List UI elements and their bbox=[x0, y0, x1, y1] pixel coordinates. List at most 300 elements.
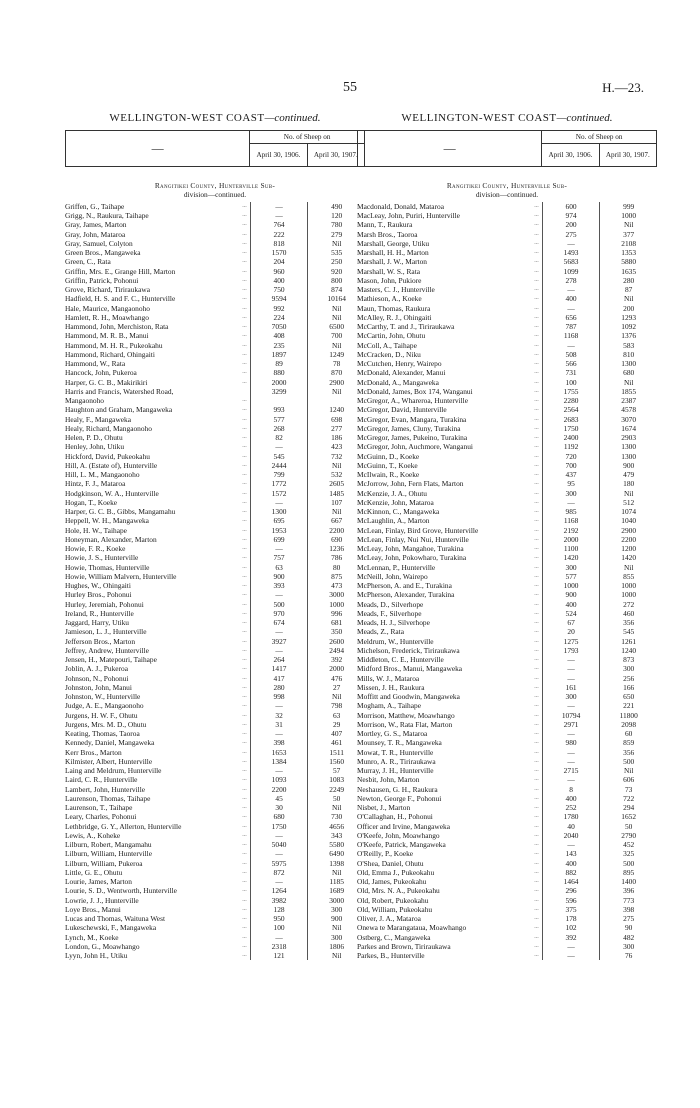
sheep-1906: — bbox=[250, 729, 308, 738]
owner-name: O'Keefe, Patrick, Mangaweka bbox=[357, 840, 446, 850]
leader-dots: ... bbox=[534, 480, 539, 487]
sheep-1906: 5683 bbox=[542, 257, 600, 266]
owner-name: Old, James, Pukeokahu bbox=[357, 877, 427, 887]
table-row bbox=[65, 627, 365, 636]
owner-name: Haughton and Graham, Mangaweka bbox=[65, 405, 173, 415]
table-row bbox=[65, 572, 365, 581]
table-row bbox=[357, 859, 657, 868]
sheep-1906: 596 bbox=[542, 896, 600, 905]
sheep-1906: — bbox=[542, 729, 600, 738]
table-row bbox=[65, 609, 365, 618]
owner-name: McCartin, John, Ohutu bbox=[357, 331, 426, 341]
owner-name: Jefferson Bros., Marton bbox=[65, 636, 136, 646]
table-row bbox=[65, 470, 365, 479]
table-row bbox=[65, 886, 365, 895]
owner-name: Howie, Thomas, Hunterville bbox=[65, 562, 150, 572]
document-reference: H.—23. bbox=[602, 80, 644, 95]
leader-dots: ... bbox=[534, 406, 539, 413]
sheep-1907: 294 bbox=[599, 803, 657, 812]
leader-dots: ... bbox=[242, 952, 247, 959]
table-row bbox=[65, 794, 365, 803]
sheep-1907: 11800 bbox=[599, 711, 657, 720]
sheep-1907: 57 bbox=[307, 766, 365, 775]
owner-name: Murray, J. H., Hunterville bbox=[357, 766, 434, 776]
leader-dots: ... bbox=[242, 600, 247, 607]
sheep-1906: 2280 bbox=[542, 396, 600, 405]
sheep-1906: 30 bbox=[250, 803, 308, 812]
sheep-1907: 80 bbox=[307, 563, 365, 572]
sheep-1906: 880 bbox=[250, 368, 308, 377]
owner-name: McDonald, Alexander, Manui bbox=[357, 368, 446, 378]
sheep-1907: 512 bbox=[599, 498, 657, 507]
table-row bbox=[357, 331, 657, 340]
leader-dots: ... bbox=[242, 776, 247, 783]
table-row bbox=[357, 368, 657, 377]
table-row bbox=[65, 489, 365, 498]
table-row bbox=[357, 396, 657, 405]
owner-name: Heppell, W. H., Mangaweka bbox=[65, 516, 149, 526]
table-row bbox=[357, 516, 657, 525]
sheep-1906: — bbox=[542, 341, 600, 350]
sheep-1907: 667 bbox=[307, 516, 365, 525]
owner-name: London, G., Moawhango bbox=[65, 941, 140, 951]
sheep-1907: 461 bbox=[307, 738, 365, 747]
owner-name: McLeay, John, Pokowharo, Turakina bbox=[357, 553, 467, 563]
leader-dots: ... bbox=[242, 850, 247, 857]
owner-name: Maun, Thomas, Raukura bbox=[357, 303, 431, 313]
table-row bbox=[357, 378, 657, 387]
sheep-1907: 873 bbox=[599, 655, 657, 664]
sheep-1906: 1384 bbox=[250, 757, 308, 766]
sheep-1906: 296 bbox=[542, 886, 600, 895]
leader-dots: ... bbox=[534, 434, 539, 441]
leader-dots: ... bbox=[242, 933, 247, 940]
table-row bbox=[65, 285, 365, 294]
sheep-1907: 535 bbox=[307, 248, 365, 257]
leader-dots: ... bbox=[242, 434, 247, 441]
owner-name: Gray, Samuel, Colyton bbox=[65, 238, 133, 248]
sheep-1907: 1652 bbox=[599, 812, 657, 821]
sheep-1907: 1236 bbox=[307, 544, 365, 553]
sheep-1907: 473 bbox=[307, 581, 365, 590]
leader-dots: ... bbox=[242, 369, 247, 376]
sheep-1907: 1240 bbox=[599, 646, 657, 655]
table-row bbox=[357, 563, 657, 572]
sheep-1907: 545 bbox=[599, 627, 657, 636]
leader-dots: ... bbox=[534, 582, 539, 589]
sheep-1906: 1772 bbox=[250, 479, 308, 488]
leader-dots: ... bbox=[242, 637, 247, 644]
leader-dots: ... bbox=[534, 304, 539, 311]
leader-dots: ... bbox=[534, 600, 539, 607]
table-row bbox=[65, 322, 365, 331]
sheep-1906: 1897 bbox=[250, 350, 308, 359]
owner-name: Laurenson, T., Taihape bbox=[65, 803, 133, 813]
table-row bbox=[357, 285, 657, 294]
sheep-1907: 3000 bbox=[307, 590, 365, 599]
table-row bbox=[357, 766, 657, 775]
sheep-1906: 400 bbox=[542, 859, 600, 868]
table-row bbox=[357, 886, 657, 895]
sheep-1907: 996 bbox=[307, 609, 365, 618]
sheep-1906: 872 bbox=[250, 868, 308, 877]
name-header: — bbox=[66, 131, 250, 167]
owner-name: Mangaonoho bbox=[65, 396, 104, 406]
sheep-1907: 1674 bbox=[599, 424, 657, 433]
table-row bbox=[357, 294, 657, 303]
owner-name: Parkes, B., Hunterville bbox=[357, 951, 425, 961]
table-row bbox=[357, 424, 657, 433]
sheep-1907: 1353 bbox=[599, 248, 657, 257]
sheep-1907: 900 bbox=[599, 461, 657, 470]
table-row bbox=[357, 683, 657, 692]
table-row bbox=[357, 729, 657, 738]
table-row bbox=[65, 359, 365, 368]
leader-dots: ... bbox=[534, 378, 539, 385]
table-row bbox=[357, 304, 657, 313]
leader-dots: ... bbox=[534, 258, 539, 265]
table-row bbox=[357, 405, 657, 414]
table-row bbox=[357, 489, 657, 498]
sheep-1906: 7050 bbox=[250, 322, 308, 331]
table-row bbox=[357, 757, 657, 766]
sheep-1906: 200 bbox=[542, 220, 600, 229]
table-row bbox=[65, 905, 365, 914]
sheep-1906: 695 bbox=[250, 516, 308, 525]
owner-name: Kennedy, Daniel, Mangaweka bbox=[65, 738, 155, 748]
sheep-1907: 4656 bbox=[307, 822, 365, 831]
table-row bbox=[357, 822, 657, 831]
table-row bbox=[357, 627, 657, 636]
leader-dots: ... bbox=[242, 572, 247, 579]
leader-dots: ... bbox=[534, 563, 539, 570]
table-row bbox=[357, 877, 657, 886]
leader-dots: ... bbox=[242, 424, 247, 431]
sheep-1907: 479 bbox=[599, 470, 657, 479]
sheep-1906: 89 bbox=[250, 359, 308, 368]
sheep-1906: 731 bbox=[542, 368, 600, 377]
sheep-1906: 1755 bbox=[542, 387, 600, 396]
leader-dots: ... bbox=[534, 572, 539, 579]
sheep-1906: — bbox=[542, 942, 600, 951]
leader-dots: ... bbox=[534, 471, 539, 478]
sheep-1906: 750 bbox=[250, 285, 308, 294]
owner-name: McGregor, A., Whareroa, Hunterville bbox=[357, 396, 469, 406]
sheep-1907: 1000 bbox=[599, 590, 657, 599]
table-row bbox=[65, 396, 365, 405]
owner-name: McGregor, Evan, Mangara, Turakina bbox=[357, 414, 467, 424]
leader-dots: ... bbox=[534, 221, 539, 228]
sheep-1907: 2000 bbox=[307, 664, 365, 673]
sheep-1907: 1689 bbox=[307, 886, 365, 895]
owner-name: Hammond, M. H. R., Pukeokahu bbox=[65, 340, 163, 350]
sheep-1907: 2790 bbox=[599, 831, 657, 840]
leader-dots: ... bbox=[534, 202, 539, 209]
sheep-1906: 2000 bbox=[250, 378, 308, 387]
sheep-1906: 100 bbox=[250, 923, 308, 932]
sheep-1906: 268 bbox=[250, 424, 308, 433]
table-row bbox=[65, 350, 365, 359]
sheep-1906: 300 bbox=[542, 692, 600, 701]
sheep-1907: 2600 bbox=[307, 637, 365, 646]
owner-name: Lourie, James, Marton bbox=[65, 877, 132, 887]
sheep-1906: 674 bbox=[250, 618, 308, 627]
table-row bbox=[65, 405, 365, 414]
leader-dots: ... bbox=[242, 924, 247, 931]
leader-dots: ... bbox=[534, 461, 539, 468]
sheep-1906: 1493 bbox=[542, 248, 600, 257]
owner-name: McAlley, R. J., Ohingaiti bbox=[357, 312, 432, 322]
table-row bbox=[65, 276, 365, 285]
left-column bbox=[65, 110, 365, 960]
sheep-1907: 895 bbox=[599, 868, 657, 877]
owner-name: Old, Robert, Pukeokahu bbox=[357, 895, 429, 905]
owner-name: Hogan, T., Koeke bbox=[65, 497, 118, 507]
table-row bbox=[357, 553, 657, 562]
leader-dots: ... bbox=[534, 369, 539, 376]
owner-name: Hamlett, R. H., Moawhango bbox=[65, 312, 149, 322]
owner-name: Meads, Z., Rata bbox=[357, 627, 404, 637]
column-title bbox=[65, 110, 365, 126]
owner-name: Johnston, W., Hunterville bbox=[65, 692, 141, 702]
table-row bbox=[357, 609, 657, 618]
sheep-1907: 73 bbox=[599, 785, 657, 794]
owner-name: McColl, A., Taihape bbox=[357, 340, 417, 350]
table-row bbox=[65, 803, 365, 812]
table-row bbox=[65, 433, 365, 442]
table-row bbox=[65, 368, 365, 377]
sheep-1906: 82 bbox=[250, 433, 308, 442]
leader-dots: ... bbox=[534, 887, 539, 894]
leader-dots: ... bbox=[242, 202, 247, 209]
owner-name: Howie, F. R., Koeke bbox=[65, 544, 126, 554]
sheep-1907: 407 bbox=[307, 729, 365, 738]
sheep-1907: Nil bbox=[599, 294, 657, 303]
owner-name: McNeill, John, Wairepo bbox=[357, 571, 428, 581]
sheep-1907: 583 bbox=[599, 341, 657, 350]
owner-name: Keating, Thomas, Taoroa bbox=[65, 729, 140, 739]
table-row bbox=[357, 220, 657, 229]
sheep-1907: 300 bbox=[599, 664, 657, 673]
sheep-1907: 6490 bbox=[307, 849, 365, 858]
table-row bbox=[65, 313, 365, 322]
table-row bbox=[65, 849, 365, 858]
table-row bbox=[357, 507, 657, 516]
table-row bbox=[65, 868, 365, 877]
table-row bbox=[357, 923, 657, 932]
sheep-1906: 2192 bbox=[542, 526, 600, 535]
owner-name: Ostberg, C., Mangaweka bbox=[357, 932, 431, 942]
owner-name: Laurenson, Thomas, Taihape bbox=[65, 793, 151, 803]
leader-dots: ... bbox=[242, 785, 247, 792]
leader-dots: ... bbox=[534, 628, 539, 635]
sheep-1907: 2605 bbox=[307, 479, 365, 488]
leader-dots: ... bbox=[242, 942, 247, 949]
owner-name: Morrison, Matthew, Moawhango bbox=[357, 710, 455, 720]
leader-dots: ... bbox=[534, 785, 539, 792]
sheep-1907: 200 bbox=[599, 304, 657, 313]
table-row bbox=[357, 738, 657, 747]
owner-name: McPherson, A. and E., Turakina bbox=[357, 581, 452, 591]
table-row bbox=[65, 516, 365, 525]
leader-dots: ... bbox=[242, 683, 247, 690]
leader-dots: ... bbox=[534, 693, 539, 700]
table-row bbox=[65, 257, 365, 266]
sheep-1907: 855 bbox=[599, 572, 657, 581]
sheep-1907: Nil bbox=[307, 461, 365, 470]
region-title: WELLINGTON-WEST COAST bbox=[109, 112, 265, 124]
owner-name: Lynch, M., Koeke bbox=[65, 932, 119, 942]
sheep-1906: 40 bbox=[542, 822, 600, 831]
owner-name: Nisbet, J., Marton bbox=[357, 803, 411, 813]
sheep-1907: Nil bbox=[307, 951, 365, 960]
sheep-1906: 3299 bbox=[250, 387, 308, 396]
sheep-1906: 2564 bbox=[542, 405, 600, 414]
table-row bbox=[357, 313, 657, 322]
sheep-1906: 417 bbox=[250, 674, 308, 683]
sheep-1907: 325 bbox=[599, 849, 657, 858]
table-row bbox=[357, 590, 657, 599]
sheep-1906: 100 bbox=[542, 378, 600, 387]
leader-dots: ... bbox=[534, 267, 539, 274]
sheep-1907: 452 bbox=[599, 840, 657, 849]
sheep-1906: 2444 bbox=[250, 461, 308, 470]
table-row bbox=[65, 442, 365, 451]
leader-dots: ... bbox=[242, 286, 247, 293]
leader-dots: ... bbox=[242, 619, 247, 626]
sheep-1906: — bbox=[250, 544, 308, 553]
sheep-1906: — bbox=[250, 211, 308, 220]
sheep-1906: 32 bbox=[250, 711, 308, 720]
sheep-1907: 532 bbox=[307, 470, 365, 479]
table-row bbox=[65, 840, 365, 849]
owner-name: Kerr Bros., Marton bbox=[65, 747, 122, 757]
owner-name: Parkes and Brown, Tiriraukawa bbox=[357, 941, 451, 951]
leader-dots: ... bbox=[242, 545, 247, 552]
sheep-1907: 900 bbox=[307, 914, 365, 923]
owner-name: Joblin, A. J., Pukeroa bbox=[65, 664, 129, 674]
table-row bbox=[65, 822, 365, 831]
leader-dots: ... bbox=[534, 545, 539, 552]
sheep-1907: 700 bbox=[307, 331, 365, 340]
sheep-1906: 102 bbox=[542, 923, 600, 932]
owner-name: Healy, F., Mangaweka bbox=[65, 414, 132, 424]
owner-name: Harper, G. C. B., Gibbs, Mangamahu bbox=[65, 507, 176, 517]
sheep-1907: 773 bbox=[599, 896, 657, 905]
owner-name: Lewis, A., Koheke bbox=[65, 830, 121, 840]
sheep-1906: 275 bbox=[542, 230, 600, 239]
owner-name: McGregor, David, Hunterville bbox=[357, 405, 447, 415]
sheep-1906: 992 bbox=[250, 304, 308, 313]
leader-dots: ... bbox=[534, 249, 539, 256]
sheep-1906: 2683 bbox=[542, 415, 600, 424]
leader-dots: ... bbox=[534, 535, 539, 542]
sheep-1907: 870 bbox=[307, 368, 365, 377]
table-row bbox=[65, 729, 365, 738]
sheep-1906: 204 bbox=[250, 257, 308, 266]
leader-dots: ... bbox=[242, 350, 247, 357]
table-row bbox=[357, 202, 657, 211]
leader-dots: ... bbox=[242, 341, 247, 348]
owner-name: Lucas and Thomas, Waituna West bbox=[65, 914, 165, 924]
leader-dots: ... bbox=[242, 230, 247, 237]
sheep-1906: 700 bbox=[542, 461, 600, 470]
table-header bbox=[357, 130, 657, 167]
sheep-1907: 2249 bbox=[307, 785, 365, 794]
table-row bbox=[65, 378, 365, 387]
leader-dots: ... bbox=[242, 887, 247, 894]
sheep-1907: 50 bbox=[599, 822, 657, 831]
leader-dots: ... bbox=[242, 804, 247, 811]
owner-name: Hole, H. W., Taihape bbox=[65, 525, 127, 535]
leader-dots: ... bbox=[534, 942, 539, 949]
sheep-1906: 1168 bbox=[542, 516, 600, 525]
owner-name: Green, C., Rata bbox=[65, 257, 111, 267]
sheep-1906: 398 bbox=[250, 738, 308, 747]
sheep-1907: 1040 bbox=[599, 516, 657, 525]
sheep-1907: 1300 bbox=[599, 442, 657, 451]
sheep-1907: 5580 bbox=[307, 840, 365, 849]
leader-dots: ... bbox=[242, 498, 247, 505]
leader-dots: ... bbox=[242, 841, 247, 848]
table-row bbox=[65, 563, 365, 572]
sheep-1906: 577 bbox=[250, 415, 308, 424]
sheep-1907: 4578 bbox=[599, 405, 657, 414]
table-row bbox=[357, 526, 657, 535]
table-row bbox=[65, 600, 365, 609]
owner-name: McKenzie, J. A., Ohutu bbox=[357, 488, 427, 498]
owner-name: Nesbit, John, Marton bbox=[357, 775, 420, 785]
page-header bbox=[0, 80, 700, 100]
sheep-1906: — bbox=[542, 951, 600, 960]
sheep-1906: 1953 bbox=[250, 526, 308, 535]
table-row bbox=[65, 211, 365, 220]
leader-dots: ... bbox=[242, 748, 247, 755]
leader-dots: ... bbox=[534, 230, 539, 237]
owner-name: Marshall, H. H., Marton bbox=[357, 248, 429, 258]
leader-dots: ... bbox=[242, 489, 247, 496]
owner-name: Hodgkinson, W. A., Hunterville bbox=[65, 488, 159, 498]
sheep-1907: 300 bbox=[599, 942, 657, 951]
leader-dots: ... bbox=[534, 313, 539, 320]
leader-dots: ... bbox=[534, 952, 539, 959]
sheep-1906: 1099 bbox=[542, 267, 600, 276]
sheep-1906: 508 bbox=[542, 350, 600, 359]
table-row bbox=[357, 433, 657, 442]
table-row bbox=[65, 923, 365, 932]
sheep-1907: 2108 bbox=[599, 239, 657, 248]
leader-dots: ... bbox=[242, 332, 247, 339]
sheep-1906: 128 bbox=[250, 905, 308, 914]
table-row bbox=[65, 683, 365, 692]
sheep-1906: 699 bbox=[250, 535, 308, 544]
owner-name: McCracken, D., Niku bbox=[357, 349, 421, 359]
name-header: — bbox=[358, 131, 542, 167]
owner-name: Hadfield, H. S. and F. C., Hunterville bbox=[65, 294, 176, 304]
owner-name: Mortley, G. S., Mataroa bbox=[357, 729, 428, 739]
sheep-1907: 275 bbox=[599, 914, 657, 923]
table-row bbox=[65, 701, 365, 710]
leader-dots: ... bbox=[242, 859, 247, 866]
table-row bbox=[357, 803, 657, 812]
sheep-1907: 76 bbox=[599, 951, 657, 960]
sheep-1907: 476 bbox=[307, 674, 365, 683]
owner-name: McGregor, James, Cluny, Turakina bbox=[357, 423, 461, 433]
owner-name: Loye Bros., Manui bbox=[65, 904, 121, 914]
section-heading-line-1: Rangitikei County, Hunterville Sub- bbox=[446, 181, 568, 190]
sheep-1907: 343 bbox=[307, 831, 365, 840]
sheep-1906: 400 bbox=[542, 794, 600, 803]
